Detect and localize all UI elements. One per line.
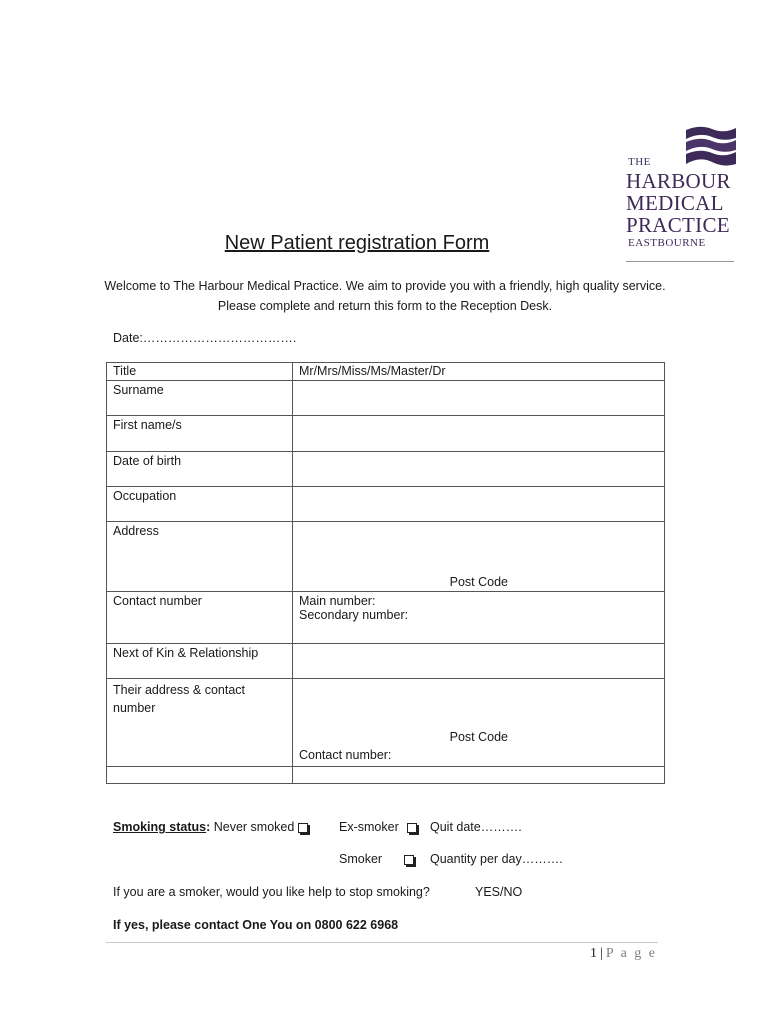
quantity-field[interactable]: Quantity per day………. — [430, 852, 563, 866]
next-of-kin-label: Next of Kin & Relationship — [107, 644, 293, 679]
dob-field[interactable] — [293, 452, 665, 487]
first-name-field[interactable] — [293, 416, 665, 452]
smoker-option — [339, 852, 414, 866]
occupation-field[interactable] — [293, 487, 665, 522]
their-contact-number-label: Contact number: — [299, 748, 392, 762]
ex-smoker-checkbox[interactable] — [407, 823, 417, 833]
page-separator: | — [600, 946, 603, 961]
one-you-contact: If yes, please contact One You on 0800 622 6968 — [113, 918, 399, 932]
their-address-field[interactable] — [293, 679, 665, 767]
first-name-label: First name/s — [107, 416, 293, 452]
logo-the: THE — [628, 156, 651, 168]
logo-medical: MEDICAL — [626, 191, 724, 215]
surname-field[interactable] — [293, 381, 665, 416]
smoker-checkbox[interactable] — [404, 855, 414, 865]
smoking-status-label: Smoking status — [113, 820, 207, 834]
secondary-number-label: Secondary number: — [299, 608, 409, 622]
yes-no-choice[interactable]: YES/NO — [475, 885, 523, 899]
form-title: New Patient registration Form — [224, 232, 490, 254]
footer-divider — [106, 942, 658, 943]
address-field[interactable] — [293, 522, 665, 592]
smoker-label: Smoker — [339, 852, 383, 866]
ex-smoker-label: Ex-smoker — [339, 820, 399, 834]
next-of-kin-field[interactable] — [293, 644, 665, 679]
smoking-status-row — [113, 820, 308, 834]
quit-date-field[interactable]: Quit date………. — [430, 820, 522, 834]
logo-town: EASTBOURNE — [628, 237, 706, 249]
post-code-label: Post Code — [449, 575, 508, 589]
main-number-label: Main number: — [299, 594, 376, 608]
contact-number-field[interactable] — [293, 592, 665, 644]
never-smoked-label: Never smoked — [213, 820, 295, 834]
empty-row-label — [107, 767, 293, 784]
page-word: P a g e — [605, 946, 658, 961]
smoking-status-colon: : — [206, 820, 211, 834]
logo-divider — [626, 261, 734, 262]
occupation-label: Occupation — [107, 487, 293, 522]
address-label: Address — [107, 522, 293, 592]
surname-label: Surname — [107, 381, 293, 416]
logo-practice: PRACTICE — [626, 213, 730, 237]
dob-label: Date of birth — [107, 452, 293, 487]
empty-row-field — [293, 767, 665, 784]
never-smoked-checkbox[interactable] — [298, 823, 308, 833]
title-options[interactable]: Mr/Mrs/Miss/Ms/Master/Dr — [293, 363, 665, 381]
logo-harbour: HARBOUR — [626, 169, 731, 193]
contact-number-label: Contact number — [107, 592, 293, 644]
intro-text: Welcome to The Harbour Medical Practice. We aim to provide you with a friendly, high quality service. Please complete and return this form to the Reception Desk. — [104, 279, 666, 313]
help-question: If you are a smoker, would you like help to stop smoking? — [113, 885, 430, 899]
their-address-label: Their address & contact number — [107, 679, 293, 767]
their-post-code-label: Post Code — [449, 730, 508, 744]
page-number: 1 — [590, 946, 597, 961]
date-field[interactable]: Date:………………………………. — [113, 331, 297, 345]
ex-smoker-option — [339, 820, 417, 834]
page-footer — [590, 946, 657, 962]
flag-emblem-icon — [684, 126, 738, 168]
registration-table — [106, 362, 665, 784]
title-label: Title — [107, 363, 293, 381]
